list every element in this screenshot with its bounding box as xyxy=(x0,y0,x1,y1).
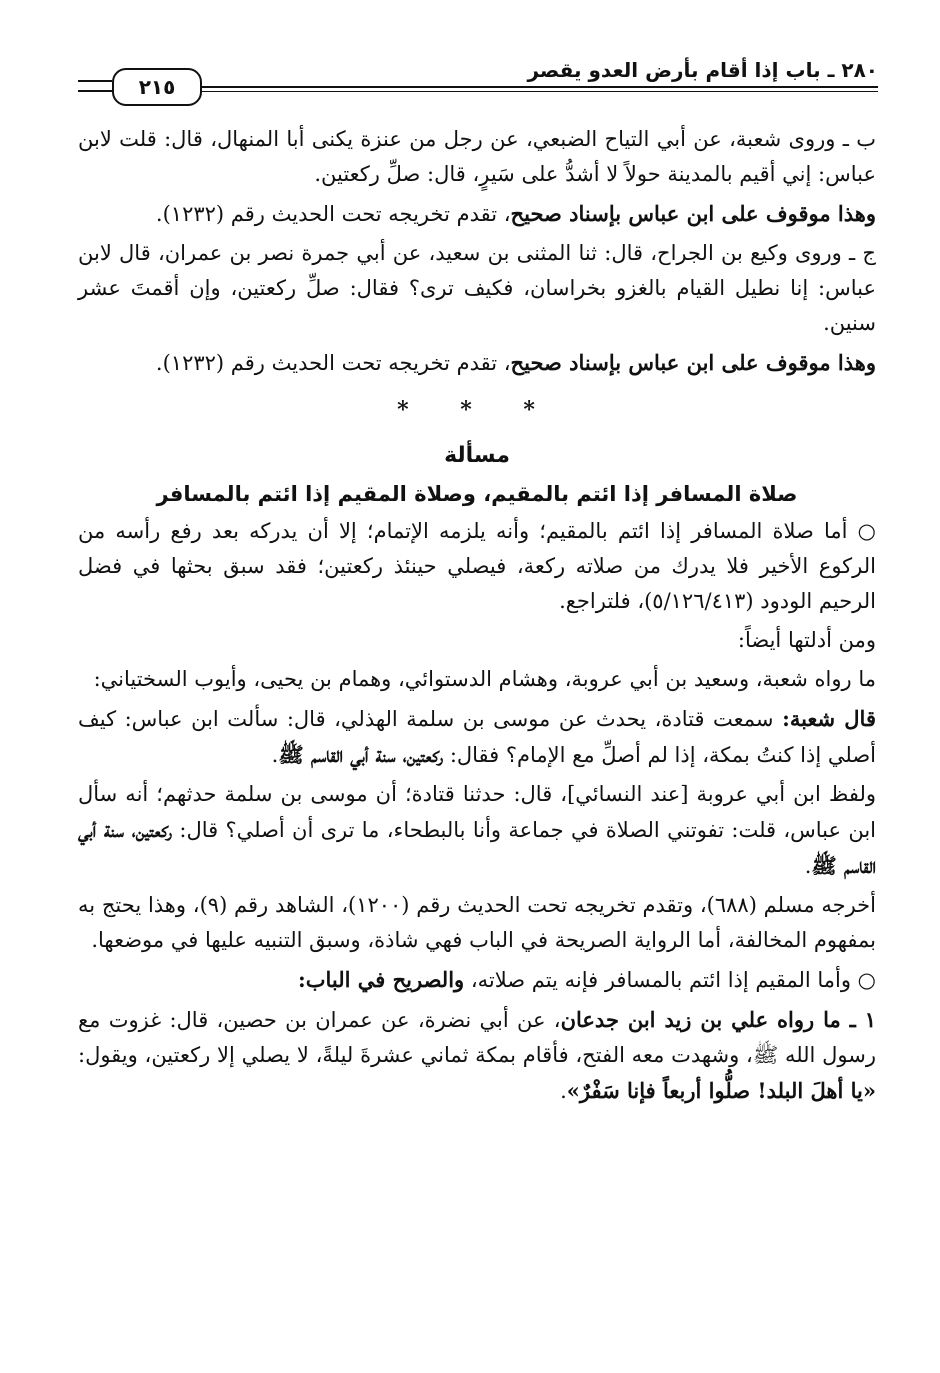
paragraph-text: ولفظ ابن أبي عروبة [عند النسائي]، قال: حدثنا قتادة؛ أن موسى بن سلمة حدثهم؛ أنه سأل ابن عباس، قلت: تفوتني الصلاة في جماعة وأنا بالبطحاء، ما ترى أن أصلي؟ قال: xyxy=(78,782,876,842)
paragraph-text: ، عن أبي نضرة، عن عمران بن حصين، قال: غزوت مع رسول الله ﷺ، وشهدت معه الفتح، فأقام بمكة ثماني عشرةَ ليلةً، لا يصلي إلا ركعتين، ويقول: xyxy=(78,1008,876,1067)
paragraph-end: . xyxy=(560,1079,567,1103)
paragraph-musafir: ○ أما صلاة المسافر إذا ائتم بالمقيم؛ وأنه يلزمه الإتمام؛ إلا أن يدركه بعد رفع رأسه من الركوع الأخير فلا يدرك من صلاته ركعة، فيصلي حينئذ ركعتين؛ فقد سبق بحثها في فضل الرحيم الودود (٥/١٢٦/٤١٣)، فلتراجع. xyxy=(78,519,876,613)
paragraph-end: . xyxy=(804,854,812,878)
bold-quote: «يا أهلَ البلد! صلُّوا أربعاً فإنا سَفْرٌ» xyxy=(566,1078,876,1103)
paragraph-j: ج ـ وروى وكيع بن الجراح، قال: ثنا المثنى بن سعيد، عن أبي جمرة نصر بن عمران، قال لابن عباس: إنا نطيل القيام بالغزو بخراسان، فكيف ترى؟ فقال: صلِّ ركعتين، وإن أقمتَ عشر سنين. xyxy=(78,241,876,335)
header-rule xyxy=(196,86,878,88)
paragraph-text: سمعت قتادة، يحدث عن موسى بن سلمة الهذلي، قال: سألت ابن عباس: كيف أصلي إذا كنتُ بمكة، إذا لم أصلِّ مع الإمام؟ فقال: xyxy=(78,707,876,767)
page-body xyxy=(78,122,876,1113)
paragraph-narrators: ما رواه شعبة، وسعيد بن أبي عروبة، وهشام الدستوائي، وهمام بن يحيى، وأيوب السختياني: xyxy=(93,667,876,691)
bold-verdict: وهذا موقوف على ابن عباس بإسناد صحيح xyxy=(510,201,876,226)
paragraph-ibn-abi-aruba xyxy=(78,777,876,884)
page-number-badge: ٢١٥ xyxy=(112,68,202,106)
paragraph-b: ب ـ وروى شعبة، عن أبي التياح الضبعي، عن رجل من عنزة يكنى أبا المنهال، قال: قلت لابن عباس: إني أقيم بالمدينة حولاً لا أشدُّ على سَيرٍ، قال: صلِّ ركعتين. xyxy=(78,127,876,186)
bold-answer: ركعتين، سنة أبي القاسم ﷺ xyxy=(78,817,876,878)
badge-ornament xyxy=(78,80,112,92)
bold-verdict: وهذا موقوف على ابن عباس بإسناد صحيح xyxy=(510,350,876,375)
paragraph-evidence-intro: ومن أدلتها أيضاً: xyxy=(737,628,876,652)
paragraph-text: ○ وأما المقيم إذا ائتم بالمسافر فإنه يتم صلاته، xyxy=(464,968,876,992)
paragraph-hadith-1 xyxy=(78,1002,876,1109)
paragraph-muqim xyxy=(78,962,876,998)
bold-lead: والصريح في الباب: xyxy=(297,967,465,992)
paragraph-verdict-1 xyxy=(78,196,876,232)
bold-answer: ركعتين، سنة أبي القاسم ﷺ xyxy=(278,742,444,767)
header-rule-thin xyxy=(196,91,878,92)
section-separator: * * * xyxy=(397,397,557,423)
verdict-text: ، تقدم تخريجه تحت الحديث رقم (١٢٣٢). xyxy=(155,351,511,375)
bold-lead: قال شعبة: xyxy=(782,706,876,731)
page-header xyxy=(78,52,878,98)
verdict-text: ، تقدم تخريجه تحت الحديث رقم (١٢٣٢). xyxy=(155,202,511,226)
paragraph-verdict-2 xyxy=(78,345,876,381)
section-subheading: صلاة المسافر إذا ائتم بالمقيم، وصلاة المقيم إذا ائتم بالمسافر xyxy=(156,482,798,506)
paragraph-shuba xyxy=(78,701,876,773)
running-title: ٢٨٠ ـ باب إذا أقام بأرض العدو يقصر xyxy=(527,58,878,82)
section-heading: مسألة xyxy=(444,443,510,468)
paragraph-takhrij: أخرجه مسلم (٦٨٨)، وتقدم تخريجه تحت الحديث رقم (١٢٠٠)، الشاهد رقم (٩)، وهذا يحتج به بمفهوم المخالفة، أما الرواية الصريحة في الباب فهي شاذة، وسبق التنبيه عليها في موضعها. xyxy=(78,893,877,952)
paragraph-end: . xyxy=(271,743,279,767)
bold-lead: ١ ـ ما رواه علي بن زيد ابن جدعان xyxy=(560,1007,876,1032)
